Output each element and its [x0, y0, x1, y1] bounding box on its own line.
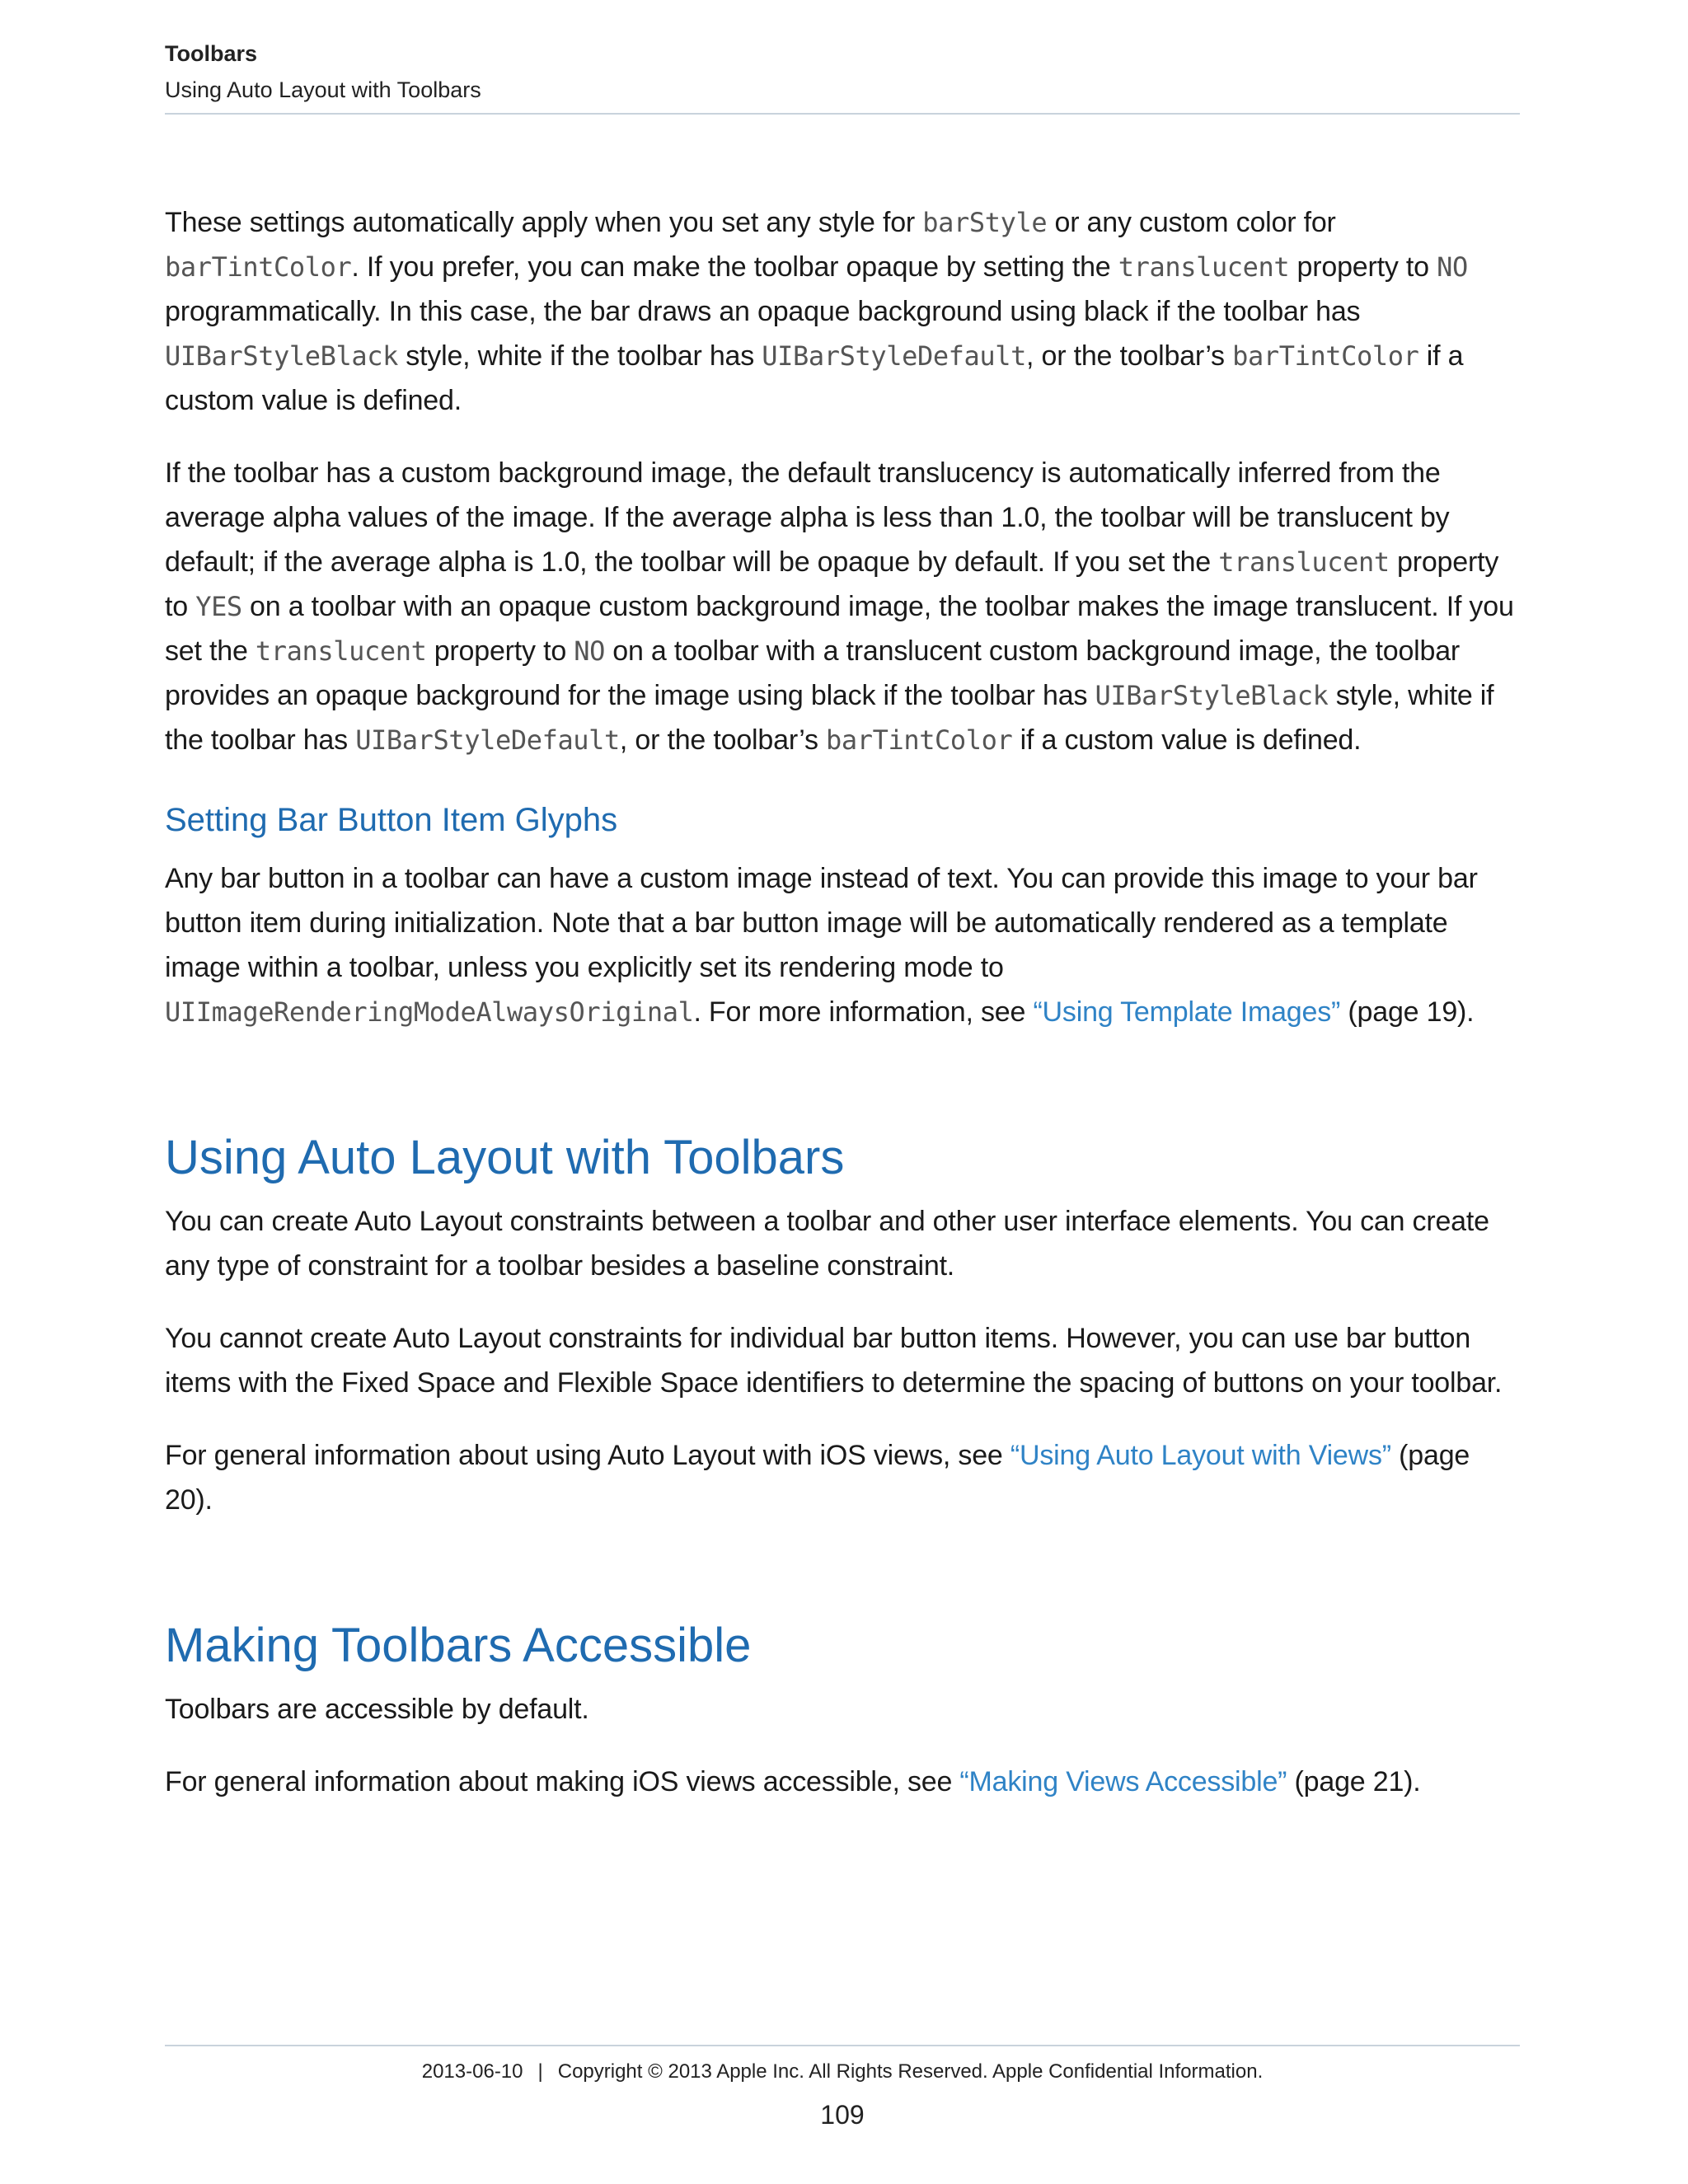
code-uibarstyleblack: UIBarStyleBlack: [1095, 680, 1329, 711]
code-bartintcolor: barTintColor: [165, 251, 352, 283]
subheading-bar-button-glyphs: Setting Bar Button Item Glyphs: [165, 802, 618, 838]
code-barstyle: barStyle: [922, 207, 1048, 238]
link-making-views-accessible[interactable]: “Making Views Accessible”: [959, 1766, 1287, 1797]
link-using-auto-layout-with-views[interactable]: “Using Auto Layout with Views”: [1010, 1440, 1391, 1471]
running-header-chapter: Toolbars: [165, 41, 258, 66]
paragraph-bar-button-constraints: You cannot create Auto Layout constraints for individual bar button items. However, you can use bar button items with the Fixed Space and Flexible Space identifiers to determine the spacing of buttons on your toolbar.: [165, 1323, 1503, 1399]
code-rendering-mode: UIImageRenderingModeAlwaysOriginal: [165, 996, 694, 1028]
footer-copyright: Copyright © 2013 Apple Inc. All Rights Reserved. Apple Confidential Information.: [557, 2060, 1264, 2083]
footer-divider: [165, 2045, 1520, 2046]
paragraph-auto-layout-reference: For general information about using Auto Layout with iOS views, see “Using Auto Layout with Views” (page 20).: [165, 1440, 1470, 1516]
running-header-section: Using Auto Layout with Toolbars: [165, 77, 481, 102]
code-no: NO: [574, 635, 606, 667]
code-no: NO: [1437, 251, 1468, 283]
heading-auto-layout: Using Auto Layout with Toolbars: [165, 1131, 845, 1184]
paragraph-bar-settings: These settings automatically apply when you set any style for barStyle or any custom color for barTintColor. If you prefer, you can make the toolbar opaque by setting the translucent property to NO programmatically. In this case, the bar draws an opaque background using black if the toolbar has UIBarStyleBlack style, white if the toolbar has UIBarStyleDefault, or the toolbar’s barTintColor if a custom value is defined.: [165, 207, 1468, 416]
code-uibarstyledefault: UIBarStyleDefault: [762, 340, 1027, 372]
code-bartintcolor: barTintColor: [826, 724, 1013, 756]
footer: [165, 2060, 1520, 2083]
code-translucent: translucent: [1218, 546, 1390, 578]
footer-separator: |: [537, 2060, 543, 2083]
page-body: [165, 200, 1520, 1832]
link-using-template-images[interactable]: “Using Template Images”: [1033, 996, 1341, 1028]
code-uibarstyleblack: UIBarStyleBlack: [165, 340, 398, 372]
code-yes: YES: [195, 591, 242, 622]
paragraph-background-image: If the toolbar has a custom background image, the default translucency is automatically inferred from the average alpha values of the image. If the average alpha is less than 1.0, the toolbar will be translucent by default; if the average alpha is 1.0, the toolbar will be opaque by default. If you set the translucent property to YES on a toolbar with an opaque custom background image, the toolbar makes the image translucent. If you set the translucent property to NO on a toolbar with a translucent custom background image, the toolbar provides an opaque background for the image using black if the toolbar has UIBarStyleBlack style, white if the toolbar has UIBarStyleDefault, or the toolbar’s barTintColor if a custom value is defined.: [165, 457, 1514, 756]
paragraph-accessible-reference: For general information about making iOS views accessible, see “Making Views Accessible” (page 21).: [165, 1766, 1421, 1797]
code-uibarstyledefault: UIBarStyleDefault: [355, 724, 620, 756]
paragraph-auto-layout-constraints: You can create Auto Layout constraints between a toolbar and other user interface elements. You can create any type of constraint for a toolbar besides a baseline constraint.: [165, 1206, 1489, 1282]
heading-accessible: Making Toolbars Accessible: [165, 1619, 752, 1672]
code-bartintcolor: barTintColor: [1232, 340, 1419, 372]
paragraph-glyphs: Any bar button in a toolbar can have a custom image instead of text. You can provide this image to your bar button item during initialization. Note that a bar button image will be automatically rendered as a template image within a toolbar, unless you explicitly set its rendering mode to UIImageRenderingModeAlwaysOriginal. For more information, see “Using Template Images” (page 19).: [165, 863, 1478, 1028]
code-translucent: translucent: [1118, 251, 1290, 283]
header-divider: [165, 113, 1520, 115]
paragraph-accessible-default: Toolbars are accessible by default.: [165, 1694, 589, 1725]
page-number: 109: [820, 2100, 865, 2130]
code-translucent: translucent: [255, 635, 427, 667]
footer-date: 2013-06-10: [421, 2060, 523, 2083]
